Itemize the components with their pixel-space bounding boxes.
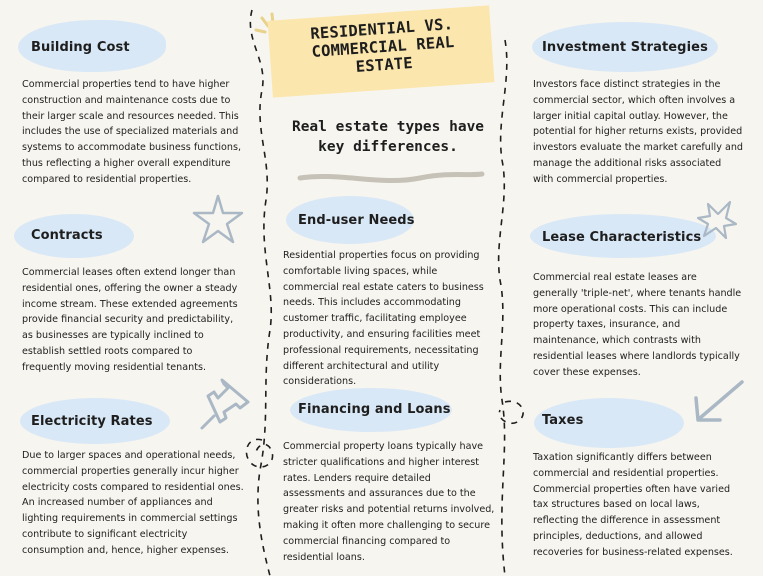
- section-body: Commercial real estate leases are generally 'triple-net', where tenants handle more operational costs. This can include property taxes, insurance, and maintenance, which contrasts with residential leases where landlords typically cover these expenses.: [533, 272, 742, 378]
- left-dashed-line: [250, 10, 271, 576]
- page-title: RESIDENTIAL VS. COMMERCIAL REAL ESTATE: [309, 15, 455, 76]
- section-heading: Investment Strategies: [542, 40, 708, 55]
- subtitle-underline: [300, 174, 482, 181]
- section-body: Commercial property loans typically have stricter qualifications and higher interest rates. Lenders require detailed assessments and assurances due to the greater risks and potential returns involved, making it often more challenging to secure commercial financing compared to residential loans.: [283, 441, 495, 563]
- page-subtitle: Real estate types have key differences.: [291, 119, 485, 155]
- section-heading: Contracts: [31, 228, 103, 243]
- left-loop: [246, 439, 272, 467]
- section-body: Due to larger spaces and operational needs, commercial properties generally incur higher electricity costs compared to residential ones. An increased number of appliances and lighting requirements in commercial settings contribute to significant electricity consumption and, hence, higher expenses.: [22, 450, 244, 556]
- section-body: Commercial leases often extend longer than residential ones, offering the owner a steady income stream. These extended agreements provide financial security and predictability, as businesses are typically inclined to establish settled roots compared to frequently moving residential tenants.: [22, 267, 238, 373]
- right-dashed-line: [499, 40, 507, 576]
- section-body: Commercial properties tend to have higher construction and maintenance costs due to their larger scale and resources needed. This includes the use of specialized materials and systems to accommodate business functions, thus reflecting a higher overall expenditure compared to residential properties.: [22, 79, 242, 185]
- section-heading: Lease Characteristics: [542, 230, 702, 245]
- section-body: Residential properties focus on providing comfortable living spaces, while commercial real estate caters to business needs. This includes accommodating customer traffic, facilitating employee productivity, and ensuring facilities meet professional requirements, necessitating different architectural and utility considerations.: [283, 250, 484, 388]
- section-body: Investors face distinct strategies in the commercial sector, which often involves a larger initial capital outlay. However, the potential for higher returns exists, provided investors evaluate the market carefully and manage the additional risks associated with commercial properties.: [533, 79, 743, 185]
- section-body: Taxation significantly differs between commercial and residential properties. Commercial properties often have varied tax structures based on local laws, reflecting the difference in assessment principles, deductions, and allowed recoveries for business-related expenses.: [533, 452, 733, 558]
- section-heading: Electricity Rates: [31, 414, 153, 429]
- section-heading: Building Cost: [31, 40, 130, 55]
- section-heading: Taxes: [542, 413, 584, 428]
- section-heading: Financing and Loans: [298, 402, 451, 417]
- section-heading: End-user Needs: [298, 213, 415, 228]
